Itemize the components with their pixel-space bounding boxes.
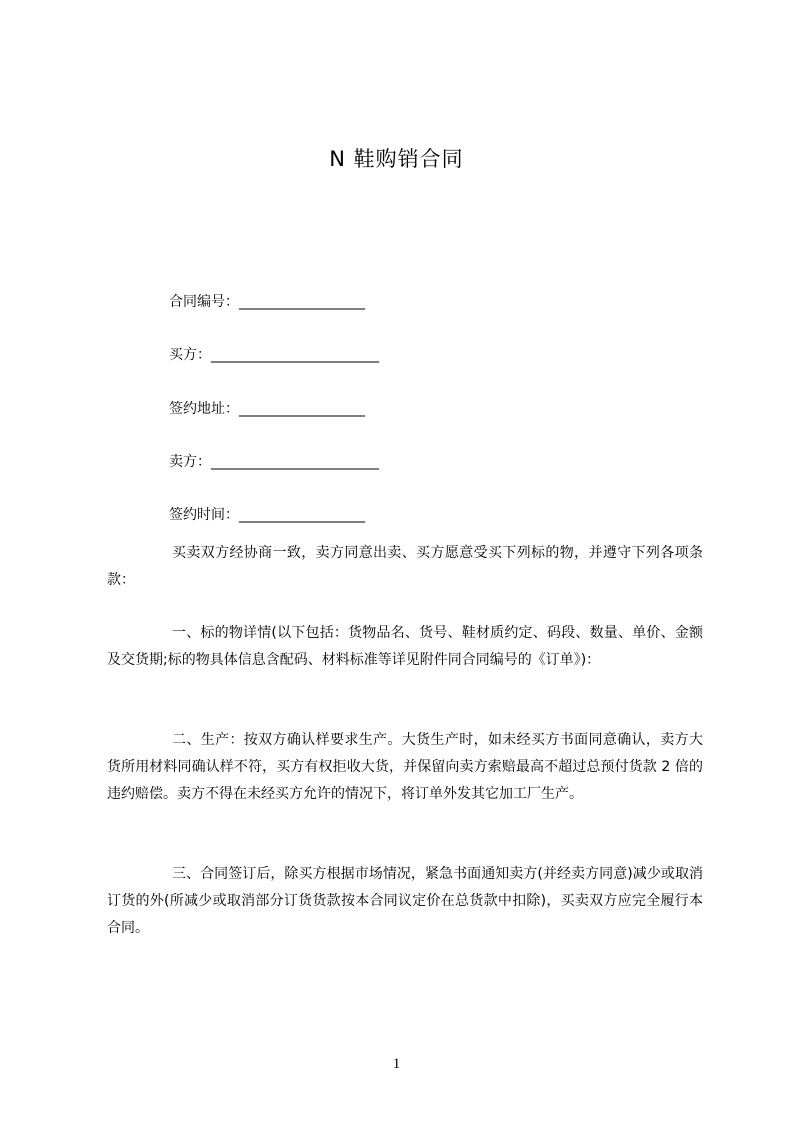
field-label-contract-number: 合同编号： xyxy=(169,294,239,310)
document-title: N 鞋购销合同 xyxy=(329,147,464,171)
field-blank-buyer: ________________________ xyxy=(211,347,379,363)
field-contract-number xyxy=(169,292,365,312)
field-blank-contract-number: __________________ xyxy=(239,294,365,310)
paragraph-clause-1: 一、标的物详情(以下包括：货物品名、货号、鞋材质约定、码段、数量、单价、金额及交货期;标的物具体信息含配码、材料标准等详见附件同合同编号的《订单》)： xyxy=(107,625,703,668)
field-label-signing-address: 签约地址： xyxy=(169,401,239,417)
field-buyer xyxy=(169,345,379,365)
paragraph-clause-3: 三、合同签订后，除买方根据市场情况，紧急书面通知卖方(并经卖方同意)减少或取消订货的外(所减少或取消部分订货货款按本合同议定价在总货款中扣除)，买卖双方应完全履行本合同。 xyxy=(107,866,703,936)
paragraph-intro: 买卖双方经协商一致，卖方同意出卖、买方愿意受买下列标的物，并遵守下列各项条款： xyxy=(107,545,703,588)
field-signing-time xyxy=(169,505,365,525)
field-label-buyer: 买方： xyxy=(169,347,211,363)
field-blank-signing-address: __________________ xyxy=(239,401,365,417)
field-blank-seller: ________________________ xyxy=(211,454,379,470)
field-label-seller: 卖方： xyxy=(169,454,211,470)
field-signing-address xyxy=(169,399,365,419)
field-seller xyxy=(169,452,379,472)
field-label-signing-time: 签约时间： xyxy=(169,507,239,523)
field-blank-signing-time: __________________ xyxy=(239,507,365,523)
page-number: 1 xyxy=(392,1056,401,1072)
paragraph-clause-2: 二、生产：按双方确认样要求生产。大货生产时，如未经买方书面同意确认，卖方大货所用材料同确认样不符，买方有权拒收大货，并保留向卖方索赔最高不超过总预付货款 2 倍的违约赔偿。卖方不得在未经买方允许的情况下，将订单外发其它加工厂生产。 xyxy=(107,732,703,802)
